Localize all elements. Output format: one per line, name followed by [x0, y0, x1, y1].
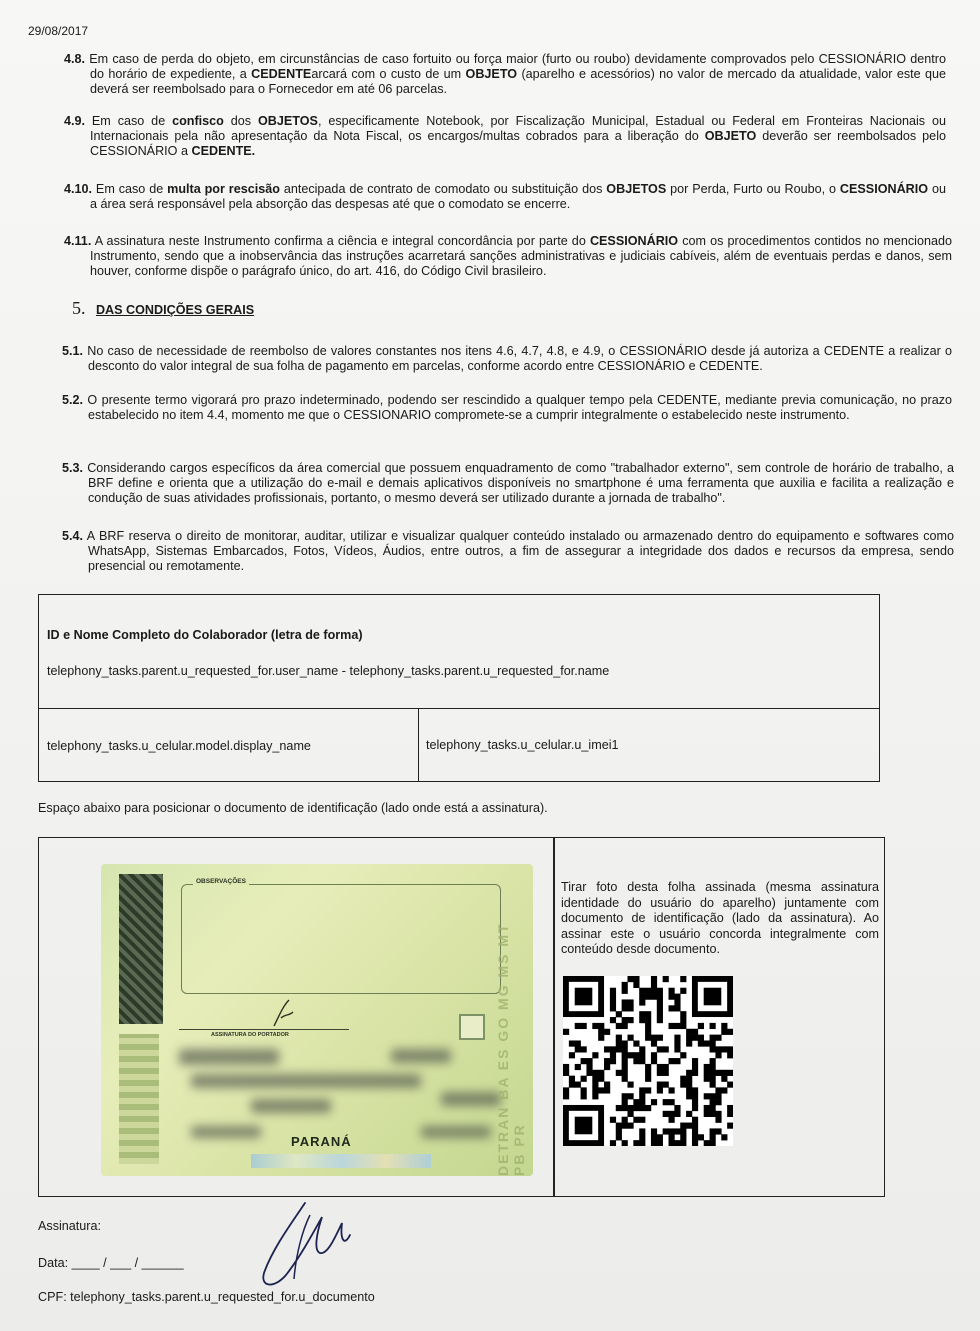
- clause-text: Em caso de perda do objeto, em circunstâncias de caso fortuito ou força maior (furto ou roubo) devidamente comprovados pelo CESSIONÁRIO dentro do horário de expediente, a: [85, 52, 946, 81]
- clause-4-11: [42, 234, 952, 279]
- clause-text: Em caso de: [85, 114, 173, 128]
- clause-text: No caso de necessidade de reembolso de valores constantes nos itens 4.6, 4.7, 4.8, e 4.9, o CESSIONÁRIO desde já autoriza a CEDENTE a realizar o desconto do valor integral de sua folha de pagamento em parcelas, conforme acordo entre CESSIONÁRIO e CEDENTE.: [83, 344, 952, 373]
- registration-strip: [119, 1034, 159, 1164]
- id-document-box: [38, 837, 885, 1197]
- clause-number: 5.1.: [62, 344, 84, 358]
- clause-text: dos: [223, 114, 258, 128]
- clause-text: CEDENTE.: [191, 144, 256, 158]
- date-field: Data: ____ / ___ / ______: [38, 1256, 184, 1270]
- clause-text: CESSIONÁRIO: [589, 234, 679, 248]
- clause-text: (aparelho e acessórios) no valor de mercado da atualidade, valor este que deverá ser reembolsado para o Fornecedor em até 06 parcelas.: [90, 67, 946, 96]
- clause-text: ou a área será responsável pela absorção das despesas até que o comodato se encerre.: [90, 182, 946, 211]
- clause-number: 4.11.: [64, 234, 92, 248]
- clause-text: A assinatura neste Instrumento confirma a ciência e integral concordância por parte do: [91, 234, 590, 248]
- clause-number: 5.2.: [62, 393, 84, 407]
- clause-4-10: [42, 182, 946, 212]
- id-document-note: Espaço abaixo para posicionar o documento de identificação (lado onde está a assinatura).: [38, 801, 548, 815]
- driver-license-photo: [101, 864, 533, 1176]
- card-vertical-text: DETRAN BA ES GO MG MS MT PB PR: [495, 922, 527, 1176]
- id-box-header: ID e Nome Completo do Colaborador (letra de forma): [47, 628, 363, 642]
- clause-text: antecipada de contrato de comodato ou substituição dos: [279, 182, 607, 196]
- clause-4-9: [42, 114, 946, 159]
- clause-text: OBJETOS: [257, 114, 318, 128]
- redacted-field: [441, 1092, 501, 1106]
- print-date: 29/08/2017: [28, 24, 89, 38]
- redacted-field: [421, 1126, 491, 1138]
- clause-text: por Perda, Furto ou Roubo, o: [666, 182, 840, 196]
- clause-text: Considerando cargos específicos da área comercial que possuem enquadramento de como "trabalhador externo", sem controle de horário de trabalho, a BRF define e orienta que a utilização do e-mail e demais aplicativos disponíveis no smartphone é uma ferramenta que auxilia e facilita a realização e condução de suas atividades profissionais, portanto, o mesmo deverá ser utilizado durante a jornada de trabalho".: [83, 461, 954, 505]
- redacted-field: [391, 1049, 451, 1063]
- clause-text: deverão ser reembolsados pelo CESSIONÁRIO a: [90, 129, 946, 158]
- clause-text: OBJETO: [704, 129, 757, 143]
- card-state: PARANÁ: [291, 1134, 352, 1149]
- card-logo-icon: [459, 1014, 485, 1040]
- clause-number: 5.4.: [62, 529, 84, 543]
- clause-text: CEDENTE: [251, 67, 312, 81]
- holder-signature-line: [179, 1029, 349, 1030]
- clause-text: Em caso de: [92, 182, 168, 196]
- clause-number: 5.3.: [62, 461, 84, 475]
- cpf-field: CPF: telephony_tasks.parent.u_requested_for.u_documento: [38, 1290, 375, 1304]
- qr-code-icon: [563, 976, 733, 1146]
- clause-number: 4.10.: [64, 182, 93, 196]
- clause-text: multa por rescisão: [167, 182, 280, 196]
- device-model-cell: [39, 709, 419, 781]
- imei-field: telephony_tasks.u_celular.u_imei1: [426, 738, 619, 752]
- observations-label: OBSERVAÇÕES: [193, 878, 249, 885]
- clause-text: confisco: [172, 114, 224, 128]
- clause-text: arcará com o custo de um: [311, 67, 466, 81]
- hologram-strip: [251, 1154, 431, 1168]
- clause-text: CESSIONÁRIO: [839, 182, 929, 196]
- clause-text: OBJETO: [465, 67, 518, 81]
- employee-id-box: [38, 594, 880, 782]
- handwritten-signature: [250, 1195, 360, 1295]
- clause-text: O presente termo vigorará pro prazo indeterminado, podendo ser rescindido a qualquer tempo pela CEDENTE, mediante previa comunicação, no prazo estabelecido no item 4.4, momento me que o CESSIONARIO compromete-se a cumprir integralmente o estabelecido neste instrumento.: [83, 393, 952, 422]
- box-divider: [553, 838, 555, 1196]
- clause-text: , especificamente Notebook, por Fiscalização Municipal, Estadual ou Federal em Fronteiras Nacionais ou Internacionais pela não apresentação da Nota Fiscal, os encargos/multas cobrados para a liberação do: [90, 114, 946, 143]
- clause-5-3: [40, 461, 954, 506]
- clause-text: OBJETOS: [606, 182, 667, 196]
- clause-5-1: [40, 344, 952, 374]
- signature-label: Assinatura:: [38, 1219, 101, 1233]
- clause-5-4: [40, 529, 954, 574]
- redacted-field: [251, 1099, 331, 1113]
- section-5-title: [72, 298, 254, 319]
- clause-text: A BRF reserva o direito de monitorar, auditar, utilizar e visualizar qualquer conteúdo instalado ou armazenado dentro do equipamento e softwares como WhatsApp, Sistemas Embarcados, Fotos, Vídeos, Áudios, entre outros, a fim de assegurar a integridade dos dados e recursos da empresa, sendo presencial ou remotamente.: [83, 529, 954, 573]
- clause-4-8: [42, 52, 946, 97]
- clause-5-2: [40, 393, 952, 423]
- name-row: [39, 595, 879, 709]
- section-heading: DAS CONDIÇÕES GERAIS: [95, 303, 255, 317]
- redacted-field: [191, 1126, 261, 1138]
- holder-signature-label: ASSINATURA DO PORTADOR: [211, 1032, 289, 1038]
- clause-number: 4.9.: [64, 114, 86, 128]
- card-signature-mark: [269, 996, 299, 1030]
- observations-area: [181, 884, 501, 994]
- clause-number: 4.8.: [64, 52, 86, 66]
- employee-name-field: telephony_tasks.parent.u_requested_for.user_name - telephony_tasks.parent.u_requested_for.name: [47, 664, 610, 678]
- section-number: 5.: [72, 298, 86, 318]
- security-strip: [119, 874, 163, 1024]
- clause-text: com os procedimentos contidos no mencionado Instrumento, sendo que a inobservância das instruções acarretará sanções administrativas e judiciais cabíveis, além de eventuais perdas e danos, sem houver, conforme dispõe o parágrafo único, do art. 416, do Código Civil brasileiro.: [90, 234, 952, 278]
- photo-instructions: Tirar foto desta folha assinada (mesma assinatura identidade do usuário do aparelho) juntamente com documento de identificação (lado da assinatura). Ao assinar este o usuário concorda integralmente com conteúdo desde documento.: [561, 880, 879, 956]
- device-model-field: telephony_tasks.u_celular.model.display_name: [47, 739, 311, 753]
- redacted-field: [191, 1074, 421, 1088]
- redacted-field: [179, 1049, 279, 1065]
